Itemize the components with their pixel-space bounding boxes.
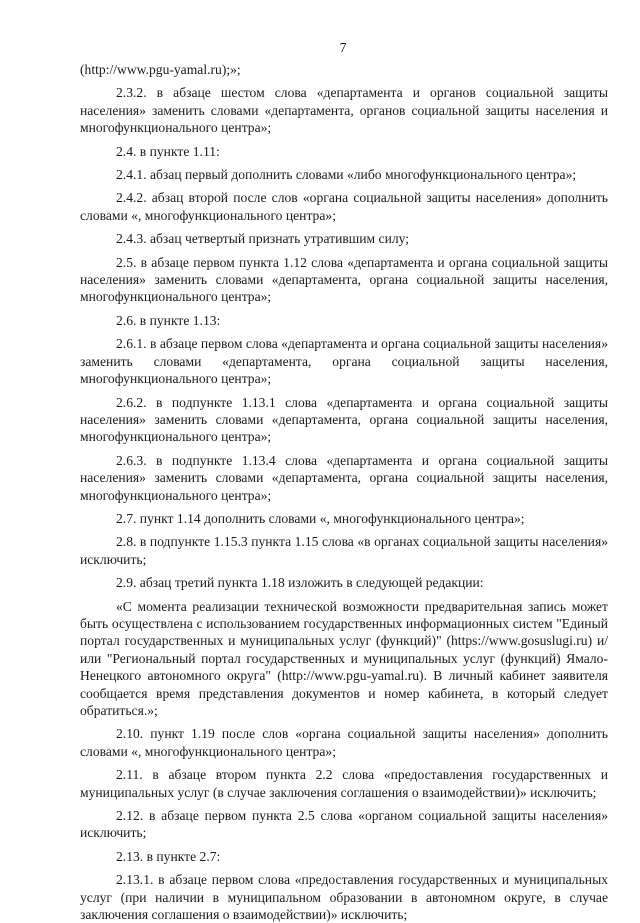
paragraph: 2.6.1. в абзаце первом слова «департамента и органа социальной защиты населения» заменить словами «департамента, органа социальной защиты населения, многофункционального центра»; bbox=[80, 336, 608, 387]
paragraph: 2.4.1. абзац первый дополнить словами «либо многофункционального центра»; bbox=[116, 167, 577, 183]
paragraph: 2.4.3. абзац четвертый признать утратившим силу; bbox=[116, 231, 410, 247]
paragraph: 2.9. абзац третий пункта 1.18 изложить в следующей редакции: bbox=[116, 575, 484, 591]
paragraph: 2.6.3. в подпункте 1.13.4 слова «департамента и органа социальной защиты населения» заменить словами «департамента, органа социальной защиты населения, многофункционального центра»; bbox=[80, 452, 608, 503]
document-body bbox=[80, 61, 608, 923]
paragraph: 2.4.2. абзац второй после слов «органа социальной защиты населения» дополнить словами «, многофункционального центра»; bbox=[80, 190, 608, 223]
paragraph: 2.5. в абзаце первом пункта 1.12 слова «департамента и органа социальной защиты населения» заменить словами «департамента, органа социальной защиты населения, многофункционального центра»; bbox=[80, 254, 608, 305]
paragraph: (http://www.pgu-yamal.ru);»; bbox=[80, 62, 241, 77]
paragraph: 2.6.2. в подпункте 1.13.1 слова «департамента и органа социальной защиты населения» заменить словами «департамента, органа социальной защиты населения, многофункционального центра»; bbox=[80, 394, 608, 445]
paragraph: 2.8. в подпункте 1.15.3 пункта 1.15 слова «в органах социальной защиты населения» исключить; bbox=[80, 534, 608, 567]
page-number: 7 bbox=[339, 40, 347, 55]
paragraph: «С момента реализации технической возможности предварительная запись может быть осуществлена с использованием государственных информационных систем "Единый портал государственных и муниципальных услуг (функций)" (https://www.gosuslugi.ru) и/или "Региональный портал государственных и муниципальных услуг (функций) Ямало-Ненецкого автономного округа" (http://www.pgu-yamal.ru). В личный кабинет заявителя сообщается время представления документов и номер кабинета, в который следует обратиться.»; bbox=[80, 598, 608, 718]
paragraph: 2.4. в пункте 1.11: bbox=[116, 143, 220, 159]
paragraph: 2.12. в абзаце первом пункта 2.5 слова «органом социальной защиты населения» исключить; bbox=[80, 808, 608, 841]
paragraph: 2.6. в пункте 1.13: bbox=[116, 312, 221, 328]
paragraph: 2.10. пункт 1.19 после слов «органа социальной защиты населения» дополнить словами «, многофункционального центра»; bbox=[80, 726, 608, 759]
paragraph: 2.13.1. в абзаце первом слова «предоставления государственных и муниципальных услуг (при наличии в муниципальном образовании в автономном округе, в случае заключения соглашения о взаимодействии)» исключить; bbox=[80, 872, 608, 923]
paragraph: 2.13. в пункте 2.7: bbox=[116, 848, 221, 864]
paragraph: 2.3.2. в абзаце шестом слова «департамента и органов социальной защиты населения» заменить словами «департамента, органов социальной защиты населения и многофункционального центра»; bbox=[80, 85, 608, 136]
paragraph: 2.11. в абзаце втором пункта 2.2 слова «предоставления государственных и муниципальных услуг (в случае заключения соглашения о взаимодействии)» исключить; bbox=[80, 767, 608, 800]
paragraph: 2.7. пункт 1.14 дополнить словами «, многофункционального центра»; bbox=[116, 510, 525, 526]
